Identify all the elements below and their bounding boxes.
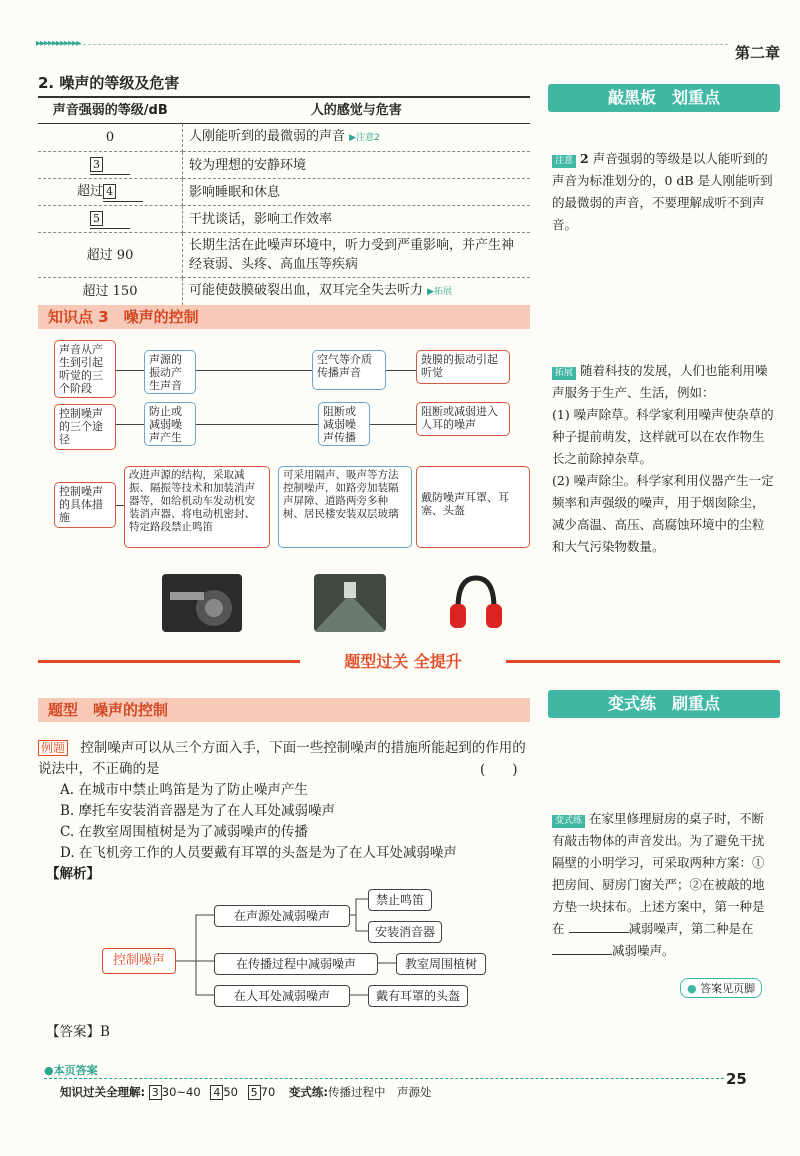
stage-medium: 空气等介质传播声音 bbox=[312, 350, 386, 390]
tree-root: 控制噪声 bbox=[102, 948, 176, 974]
footer-answers: 知识过关全理解: 3 30~40 4 50 5 70 变式练:传播过程中 声源处 bbox=[60, 1085, 432, 1099]
side-extension: 拓展 随着科技的发展，人们也能利用噪声服务于生产、生活，例如： (1) 噪声除草。科学家利用噪声使杂草的种子提前萌发，这样就可以在农作物生长之前除掉杂草。 (2) 噪声除尘。科学家利用仪器产生一定频率和声强级的噪声，用于烟囱除尘，减少高温、高压、高腐蚀环境中的尘粒和大气污染物数量。 bbox=[552, 363, 774, 554]
measure-source: 改进声源的结构，采取减振、隔振等技术和加装消声器等，如给机动车发动机安装消声器、将电动机密封、特定路段禁止鸣笛 bbox=[124, 466, 270, 548]
table-row: 超过 90 长期生活在此噪声环境中，听力受到严重影响，并产生神经衰弱、头疼、高血压等疾病 bbox=[38, 233, 530, 278]
note-tag: 注意 bbox=[552, 155, 576, 168]
side-note: 注意 2 声音强弱的等级是以人能听到的声音为标准划分的，0 dB 是人刚能听到的最微弱的声音，不要理解成听不到声音。 bbox=[552, 151, 773, 232]
tree-branch-source: 在声源处减弱噪声 bbox=[214, 905, 350, 927]
table-row: 超过 4 影响睡眠和休息 bbox=[38, 179, 530, 206]
table-row: 5 干扰谈话，影响工作效率 bbox=[38, 206, 530, 233]
flow-label-ways: 控制噪声的三个途径 bbox=[54, 404, 116, 450]
section-banner: 题型过关 全提升 bbox=[300, 648, 506, 676]
header-rule bbox=[38, 44, 728, 45]
table-row: 3 较为理想的安静环境 bbox=[38, 152, 530, 179]
answer-paren: ( ) bbox=[480, 762, 518, 778]
variant-tag: 变式练 bbox=[552, 815, 585, 828]
flow-arrow bbox=[386, 370, 416, 371]
tree-branch-path: 在传播过程中减弱噪声 bbox=[214, 953, 378, 975]
answer-blank[interactable]: 3 bbox=[90, 155, 130, 175]
stage-ear: 鼓膜的振动引起听觉 bbox=[416, 350, 510, 384]
tree-leaf: 戴有耳罩的头盔 bbox=[368, 985, 468, 1007]
flow-arrow bbox=[370, 424, 416, 425]
extension-tag: 拓展 bbox=[552, 367, 576, 380]
way-source: 防止或减弱噪声产生 bbox=[144, 402, 196, 446]
page-number: 25 bbox=[726, 1070, 747, 1088]
measure-ear: 戴防噪声耳罩、耳塞、头盔 bbox=[416, 466, 530, 548]
tree-leaf: 禁止鸣笛 bbox=[368, 889, 432, 911]
variant-blank-2[interactable] bbox=[552, 954, 612, 955]
tree-leaf: 安装消音器 bbox=[368, 921, 442, 943]
motorcycle-engine-photo bbox=[162, 574, 242, 632]
tree-leaf: 教室周围植树 bbox=[396, 953, 486, 975]
pin-icon: ● bbox=[44, 1064, 54, 1077]
option-c: C. 在教室周围植树是为了减弱噪声的传播 bbox=[60, 824, 308, 840]
footer-answer-tag: ●本页答案 bbox=[44, 1062, 724, 1079]
table-header-effect: 人的感觉与危害 bbox=[183, 97, 531, 124]
option-b: B. 摩托车安装消音器是为了在人耳处减弱噪声 bbox=[60, 803, 336, 819]
sound-barrier-photo bbox=[314, 574, 386, 632]
side-head-key-points: 敲黑板 划重点 bbox=[548, 84, 780, 112]
note-tag-link[interactable]: ▶注意2 bbox=[349, 133, 380, 143]
answer-footer-link[interactable]: ● 答案见页脚 bbox=[680, 978, 762, 998]
side-head-variant: 变式练 刷重点 bbox=[548, 690, 780, 718]
variant-question: 变式练 在家里修理厨房的桌子时，不断有敲击物体的声音发出。为了避免干扰隔壁的小明学习，可采取两种方案：①把房间、厨房门窗关严；②在被敲的地方垫一块抹布。上述方案中，第一种是在 减弱噪声，第二种是在 减弱噪声。 bbox=[552, 811, 765, 958]
example-answer: 【答案】B bbox=[46, 1024, 110, 1040]
flow-arrow bbox=[196, 370, 312, 371]
flow-arrow bbox=[116, 424, 144, 425]
header-dots: ▸▸▸▸▸▸▸▸▸▸▸ bbox=[36, 38, 81, 49]
flow-arrow bbox=[196, 424, 318, 425]
flow-label-measures: 控制噪声的具体措施 bbox=[54, 482, 116, 528]
flow-label-stages: 声音从产生到引起听觉的三个阶段 bbox=[54, 340, 116, 398]
way-ear: 阻断或减弱进入人耳的噪声 bbox=[416, 402, 510, 436]
section-2-title: 2. 噪声的等级及危害 bbox=[38, 74, 180, 92]
chapter-title: 第二章 bbox=[734, 44, 780, 62]
stage-source: 声源的振动产生声音 bbox=[144, 350, 196, 394]
table-row: 超过 150 可能使鼓膜破裂出血，双耳完全失去听力 ▶拓展 bbox=[38, 278, 530, 307]
kp3-title: 知识点 3 噪声的控制 bbox=[38, 305, 530, 329]
flow-arrow bbox=[116, 370, 144, 371]
pin-icon: ● bbox=[687, 982, 697, 995]
flow-arrow bbox=[116, 505, 124, 506]
answer-blank[interactable]: 4 bbox=[103, 182, 143, 202]
type-title: 题型 噪声的控制 bbox=[38, 698, 530, 722]
measure-path: 可采用隔声、吸声等方法控制噪声，如路旁加装隔声屏障、道路两旁多种树、居民楼安装双层玻璃 bbox=[278, 466, 412, 548]
option-d: D. 在飞机旁工作的人员要戴有耳罩的头盔是为了在人耳处减弱噪声 bbox=[60, 845, 457, 861]
extension-tag-link[interactable]: ▶拓展 bbox=[427, 287, 453, 297]
tree-branch-ear: 在人耳处减弱噪声 bbox=[214, 985, 350, 1007]
example-question: 例题 控制噪声可以从三个方面入手，下面一些控制噪声的措施所能起到的作用的说法中，不正确的是 bbox=[38, 740, 526, 777]
tree-connectors bbox=[176, 895, 396, 1005]
earmuffs-photo bbox=[446, 572, 506, 632]
table-row: 0 人刚能听到的最微弱的声音 ▶注意2 bbox=[38, 124, 530, 152]
table-header-level: 声音强弱的等级/dB bbox=[38, 97, 183, 124]
option-a: A. 在城市中禁止鸣笛是为了防止噪声产生 bbox=[60, 782, 308, 798]
answer-blank[interactable]: 5 bbox=[90, 209, 130, 229]
analysis-label: 【解析】 bbox=[46, 866, 100, 882]
way-path: 阻断或减弱噪声传播 bbox=[318, 402, 370, 446]
noise-level-table bbox=[38, 96, 530, 307]
variant-blank-1[interactable] bbox=[569, 932, 629, 933]
